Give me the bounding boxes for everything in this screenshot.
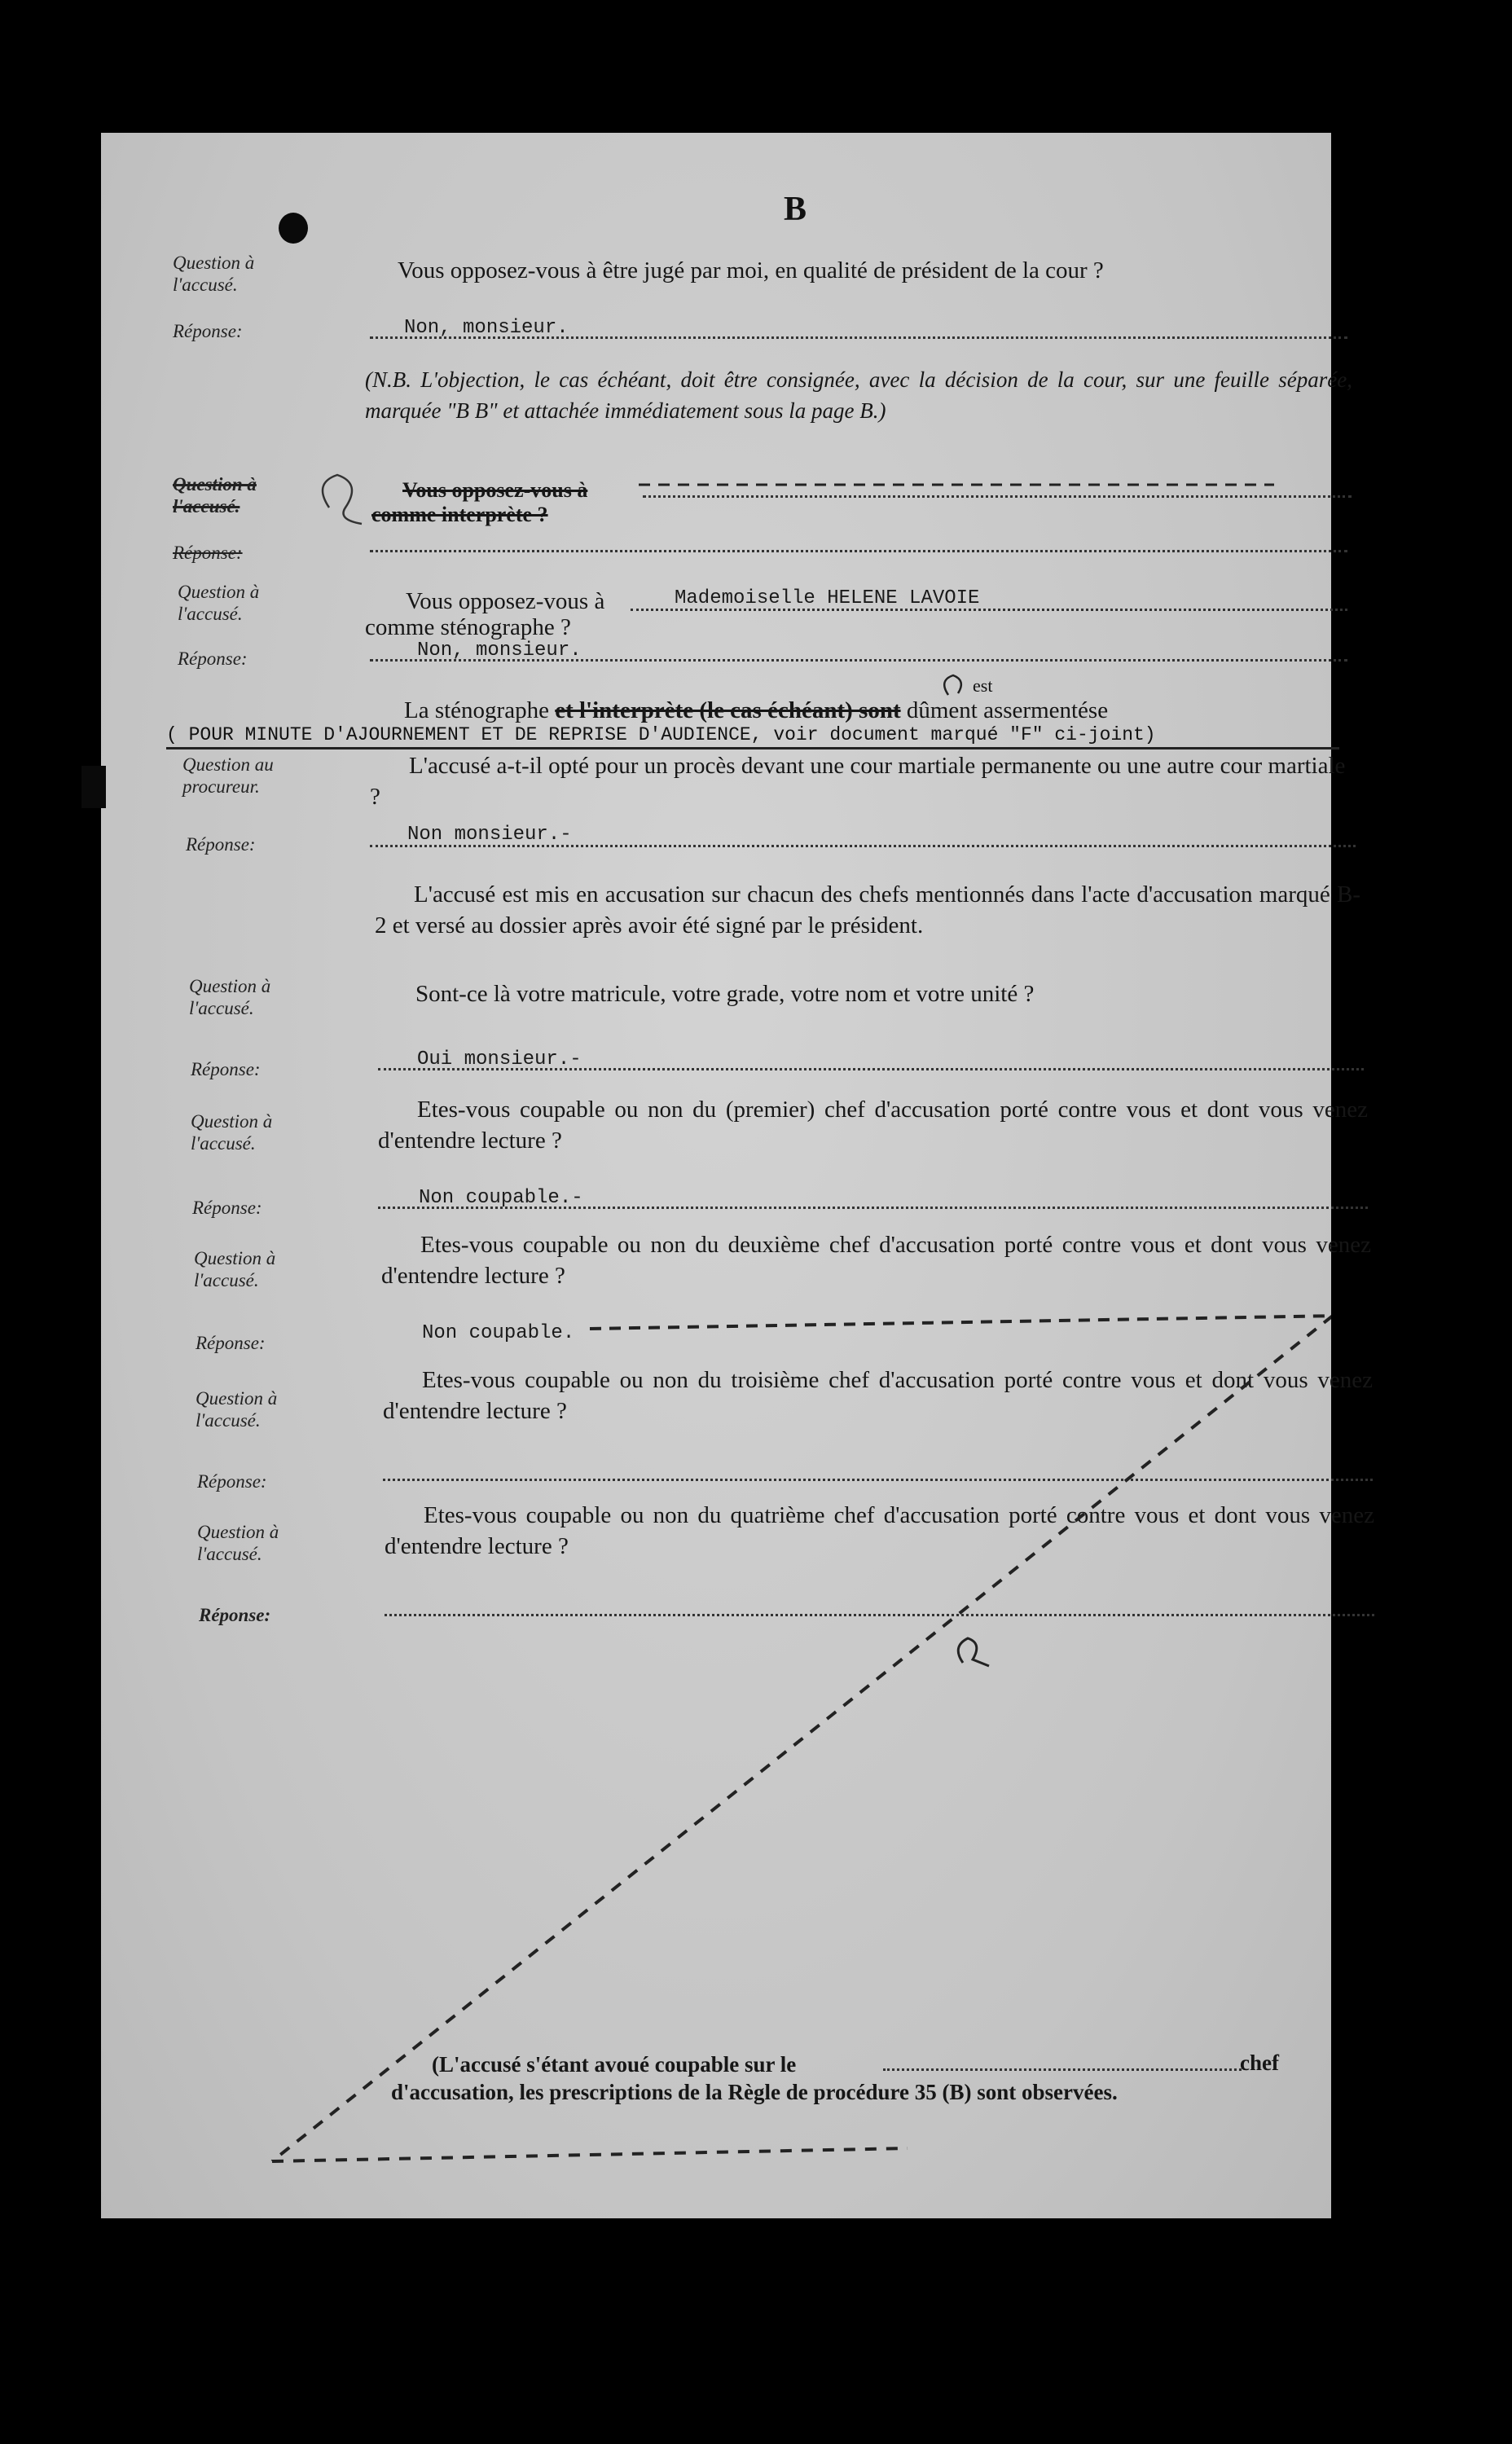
- binder-tab: [81, 766, 106, 808]
- question-label: Question à l'accusé.: [191, 1111, 273, 1154]
- question-1: Vous opposez-vous à être jugé par moi, en qualité de président de la cour ?: [398, 257, 1104, 284]
- question-2-prefix: Vous opposez-vous à: [406, 588, 605, 614]
- document-page: [101, 133, 1374, 2218]
- question-6: Etes-vous coupable ou non du deuxième chef d'accusation porté contre vous et dont vous venez d'entendre lecture ?: [381, 1232, 1371, 1289]
- response-label: Réponse:: [192, 1198, 262, 1218]
- response-label: Réponse:: [196, 1333, 266, 1353]
- arraignment-statement: L'accusé est mis en accusation sur chacun des chefs mentionnés dans l'acte d'accusation marqué B-2 et versé au dossier après avoir été signé par le président.: [375, 881, 1360, 938]
- struck-question-text: Vous opposez-vous à: [402, 478, 588, 502]
- question-label: Question à l'accusé.: [173, 253, 255, 295]
- struck-response-label: Réponse:: [173, 543, 243, 563]
- response-label: Réponse:: [197, 1471, 267, 1492]
- question-label: Question à l'accusé.: [196, 1388, 278, 1431]
- answer-2: Non, monsieur.: [417, 640, 582, 662]
- answer-3: Non monsieur.-: [407, 824, 572, 846]
- answer-5: Non coupable.-: [419, 1187, 583, 1209]
- sworn-struck: et l'interprète (le cas échéant) sont: [555, 697, 901, 723]
- answer-6: Non coupable.: [422, 1322, 575, 1344]
- nb-note: (N.B. L'objection, le cas échéant, doit être consignée, avec la décision de la cour, sur une feuille séparée, marquée "B B" et attachée immédiatement sous la page B.): [365, 367, 1352, 423]
- typed-adjournment-note: ( POUR MINUTE D'AJOURNEMENT ET DE REPRISE D'AUDIENCE, voir document marqué "F" ci-joint): [166, 724, 1156, 745]
- question-7: Etes-vous coupable ou non du troisième chef d'accusation porté contre vous et dont vous venez d'entendre lecture ?: [383, 1367, 1373, 1424]
- question-3: L'accusé a-t-il opté pour un procès devant une cour martiale permanente ou une autre cour martiale ?: [370, 753, 1346, 810]
- response-label: Réponse:: [178, 648, 248, 669]
- question-5: Etes-vous coupable ou non du (premier) chef d'accusation porté contre vous et dont vous venez d'entendre lecture ?: [378, 1097, 1368, 1154]
- question-label: Question à l'accusé.: [197, 1522, 279, 1564]
- response-label: Réponse:: [191, 1059, 261, 1079]
- question-label: Question à l'accusé.: [189, 976, 271, 1018]
- question-8: Etes-vous coupable ou non du quatrième chef d'accusation porté contre vous et dont vous venez d'entendre lecture ?: [385, 1502, 1374, 1559]
- question-2-suffix: comme sténographe ?: [365, 614, 571, 640]
- question-procureur-label: Question au procureur.: [182, 754, 274, 797]
- response-label: Réponse:: [173, 321, 243, 341]
- sworn-steno: sténographe: [434, 697, 549, 723]
- sworn-tail: dûment assermentése: [906, 697, 1109, 723]
- footer-chef: chef: [1240, 2051, 1279, 2075]
- answer-1: Non, monsieur.: [404, 317, 569, 339]
- answer-4: Oui monsieur.-: [417, 1048, 582, 1070]
- footer-line-1: (L'accusé s'étant avoué coupable sur le: [432, 2052, 797, 2077]
- struck-question-label: Question à l'accusé.: [173, 474, 257, 516]
- stenographer-name: Mademoiselle HELENE LAVOIE: [675, 587, 980, 609]
- response-label: Réponse:: [186, 834, 256, 855]
- sworn-est: est: [973, 675, 993, 696]
- footer-line-2: d'accusation, les prescriptions de la Règle de procédure 35 (B) sont observées.: [391, 2080, 1118, 2104]
- struck-interpreter-text: comme interprète ?: [371, 503, 548, 526]
- cross-out-lines: [101, 133, 1331, 2218]
- response-label: Réponse:: [199, 1605, 271, 1625]
- question-label: Question à l'accusé.: [178, 582, 260, 624]
- page-letter: B: [784, 191, 807, 228]
- question-4: Sont-ce là votre matricule, votre grade, votre nom et votre unité ?: [415, 981, 1035, 1007]
- question-label: Question à l'accusé.: [194, 1248, 276, 1290]
- sworn-article: La: [404, 697, 429, 723]
